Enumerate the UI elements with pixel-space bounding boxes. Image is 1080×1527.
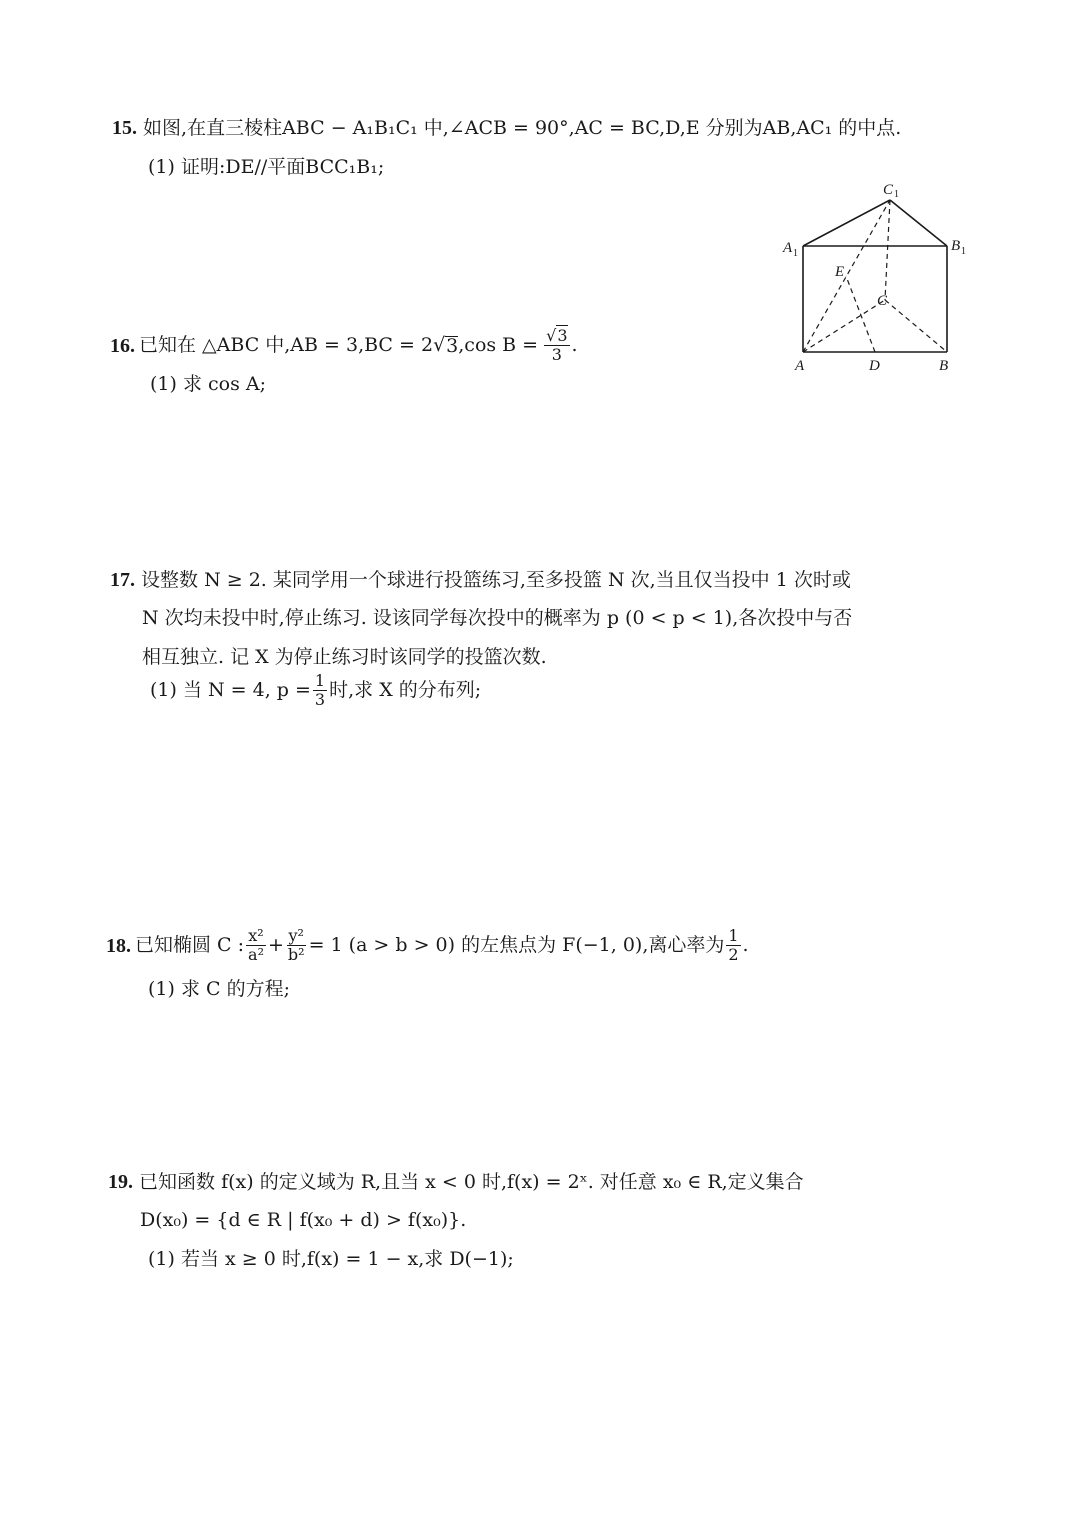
question-16-stem: 16. 已知在 △ABC 中,AB = 3,BC = 2 √ 3 ,cos B = $\frac{√3}{3}$ . (110, 326, 578, 364)
question-17-part1-a: (1) 当 N = 4, p = (150, 679, 311, 701)
question-16-frac-den: 3 (551, 345, 562, 364)
question-17-part1 (150, 673, 481, 708)
question-19-part1: (1) 若当 x ≥ 0 时,f(x) = 1 − x,求 D(−1); (148, 1248, 514, 1270)
question-15-number: 15. (112, 117, 137, 139)
question-17-line3: 相互独立. 记 X 为停止练习时该同学的投篮次数. (142, 646, 547, 668)
question-15-text: 如图,在直三棱柱ABC − A₁B₁C₁ 中,∠ACB = 90°,AC = BC,D,E 分别为AB,AC₁ 的中点. (143, 117, 902, 139)
question-17-line2: N 次均未投中时,停止练习. 设该同学每次投中的概率为 p (0 < p < 1),各次投中与否 (142, 607, 853, 629)
question-17-line1 (110, 570, 851, 590)
question-19-line2: D(x₀) = {d ∈ R | f(x₀ + d) > f(x₀)}. (140, 1209, 467, 1231)
question-17-text-1: 设整数 N ≥ 2. 某同学用一个球进行投篮练习,至多投篮 N 次,当且仅当投中 1 次时或 (141, 569, 851, 591)
edge-CC1 (885, 200, 890, 300)
question-18-frac3-den: 2 (728, 945, 739, 964)
question-16-frac-num: 3 (557, 326, 568, 345)
edge-AC (803, 300, 885, 352)
question-18-fraction-x (246, 928, 266, 963)
label-A1: A (783, 240, 793, 256)
edge-CB (885, 300, 947, 352)
question-18-frac1-num: x² (248, 926, 264, 945)
question-18-plus: + (267, 934, 284, 956)
prism-figure (775, 180, 975, 380)
question-18-end: . (742, 934, 749, 956)
question-15-part1: (1) 证明:DE//平面BCC₁B₁; (148, 156, 385, 178)
segment-DE (846, 276, 875, 352)
question-18-frac2-den: b² (287, 945, 305, 964)
label-A: A (795, 358, 805, 374)
label-C1: C (883, 182, 894, 198)
edge-C1B1 (890, 200, 947, 246)
label-A1-sub: 1 (793, 248, 798, 259)
question-16-text-a: 已知在 △ABC 中,AB = 3,BC = 2 (139, 334, 434, 356)
label-B: B (939, 358, 949, 374)
question-17-frac-num: 1 (314, 671, 326, 690)
question-16-number: 16. (110, 334, 135, 357)
question-18-fraction-y (286, 928, 307, 963)
question-18-text-a: 已知椭圆 C : (135, 934, 245, 956)
question-18-stem (106, 928, 749, 963)
question-19-number: 19. (108, 1171, 133, 1193)
question-18-text-b: = 1 (a > b > 0) 的左焦点为 F(−1, 0),离心率为 (308, 934, 725, 956)
label-C: C (877, 293, 888, 309)
label-D: D (869, 358, 880, 374)
question-17-number: 17. (110, 569, 135, 591)
question-16-fraction: $\frac{√3}{3}$ (546, 326, 568, 364)
question-16-end: . (571, 334, 578, 356)
question-16-sqrt: 3 (446, 334, 459, 357)
question-16-part1: (1) 求 cos A; (150, 373, 266, 395)
question-18-number: 18. (106, 934, 131, 957)
question-19-text-1: 已知函数 f(x) 的定义域为 R,且当 x < 0 时,f(x) = 2ˣ. 对任意 x₀ ∈ R,定义集合 (139, 1171, 804, 1193)
question-18-frac2-num: y² (288, 926, 304, 945)
question-17-fraction (313, 673, 327, 708)
question-18-frac1-den: a² (248, 945, 264, 964)
question-17-part1-b: 时,求 X 的分布列; (329, 679, 482, 701)
question-15-stem (112, 118, 901, 138)
label-E: E (835, 264, 845, 280)
question-18-frac3-num: 1 (728, 926, 739, 945)
label-B1: B (951, 238, 961, 254)
question-17-frac-den: 3 (314, 690, 326, 709)
question-19-line1 (108, 1172, 804, 1192)
label-C1-sub: 1 (894, 189, 899, 200)
label-B1-sub: 1 (961, 246, 966, 257)
question-18-fraction-e (726, 928, 740, 963)
question-18-part1: (1) 求 C 的方程; (148, 978, 290, 1000)
question-16-text-b: ,cos B = (458, 334, 539, 356)
